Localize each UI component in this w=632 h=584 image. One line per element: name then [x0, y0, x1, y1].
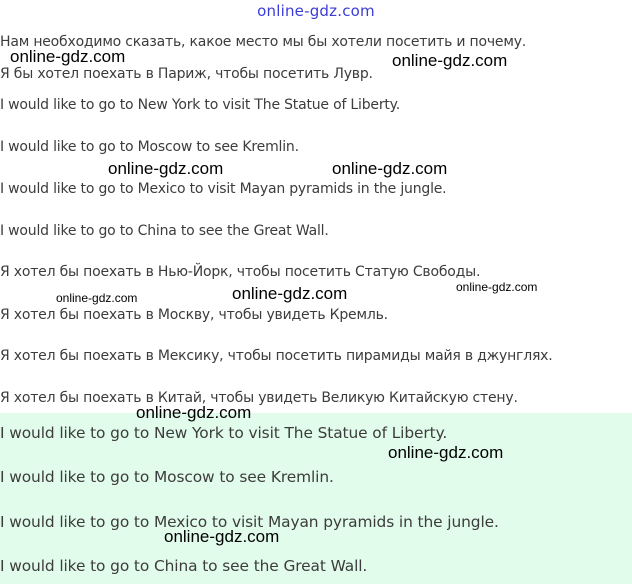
english-sentence: I would like to go to New York to visit The Statue of Liberty. [0, 97, 401, 113]
watermark: online-gdz.com [164, 527, 280, 546]
russian-sentence: Я хотел бы поехать в Китай, чтобы увидеть Великую Китайскую стену. [0, 390, 518, 406]
english-sentence: I would like to go to Mexico to visit Mayan pyramids in the jungle. [0, 181, 447, 197]
english-sentence: I would like to go to China to see the Great Wall. [0, 223, 329, 239]
header-watermark: online-gdz.com [257, 2, 375, 20]
russian-sentence: Я хотел бы поехать в Мексику, чтобы посетить пирамиды майя в джунглях. [0, 348, 553, 364]
answer-sentence: I would like to go to Mexico to visit Mayan pyramids in the jungle. [0, 513, 499, 531]
russian-sentence: Я хотел бы поехать в Нью-Йорк, чтобы посетить Статую Свободы. [0, 264, 481, 280]
watermark: online-gdz.com [108, 159, 224, 178]
watermark: online-gdz.com [456, 280, 538, 294]
watermark: online-gdz.com [136, 403, 252, 422]
answer-sentence: I would like to go to New York to visit The Statue of Liberty. [0, 424, 448, 442]
watermark: online-gdz.com [10, 47, 126, 66]
watermark: online-gdz.com [392, 51, 508, 70]
answer-sentence: I would like to go to China to see the Great Wall. [0, 557, 368, 575]
watermark: online-gdz.com [232, 284, 348, 303]
example-text: Я бы хотел поехать в Париж, чтобы посетить Лувр. [0, 66, 373, 82]
watermark: online-gdz.com [332, 159, 448, 178]
watermark: online-gdz.com [388, 443, 504, 462]
russian-sentence: Я хотел бы поехать в Москву, чтобы увидеть Кремль. [0, 307, 388, 323]
english-sentence: I would like to go to Moscow to see Kremlin. [0, 139, 299, 155]
prompt-text: Нам необходимо сказать, какое место мы бы хотели посетить и почему. [0, 34, 527, 50]
watermark: online-gdz.com [56, 291, 138, 305]
answer-sentence: I would like to go to Moscow to see Kremlin. [0, 468, 334, 486]
